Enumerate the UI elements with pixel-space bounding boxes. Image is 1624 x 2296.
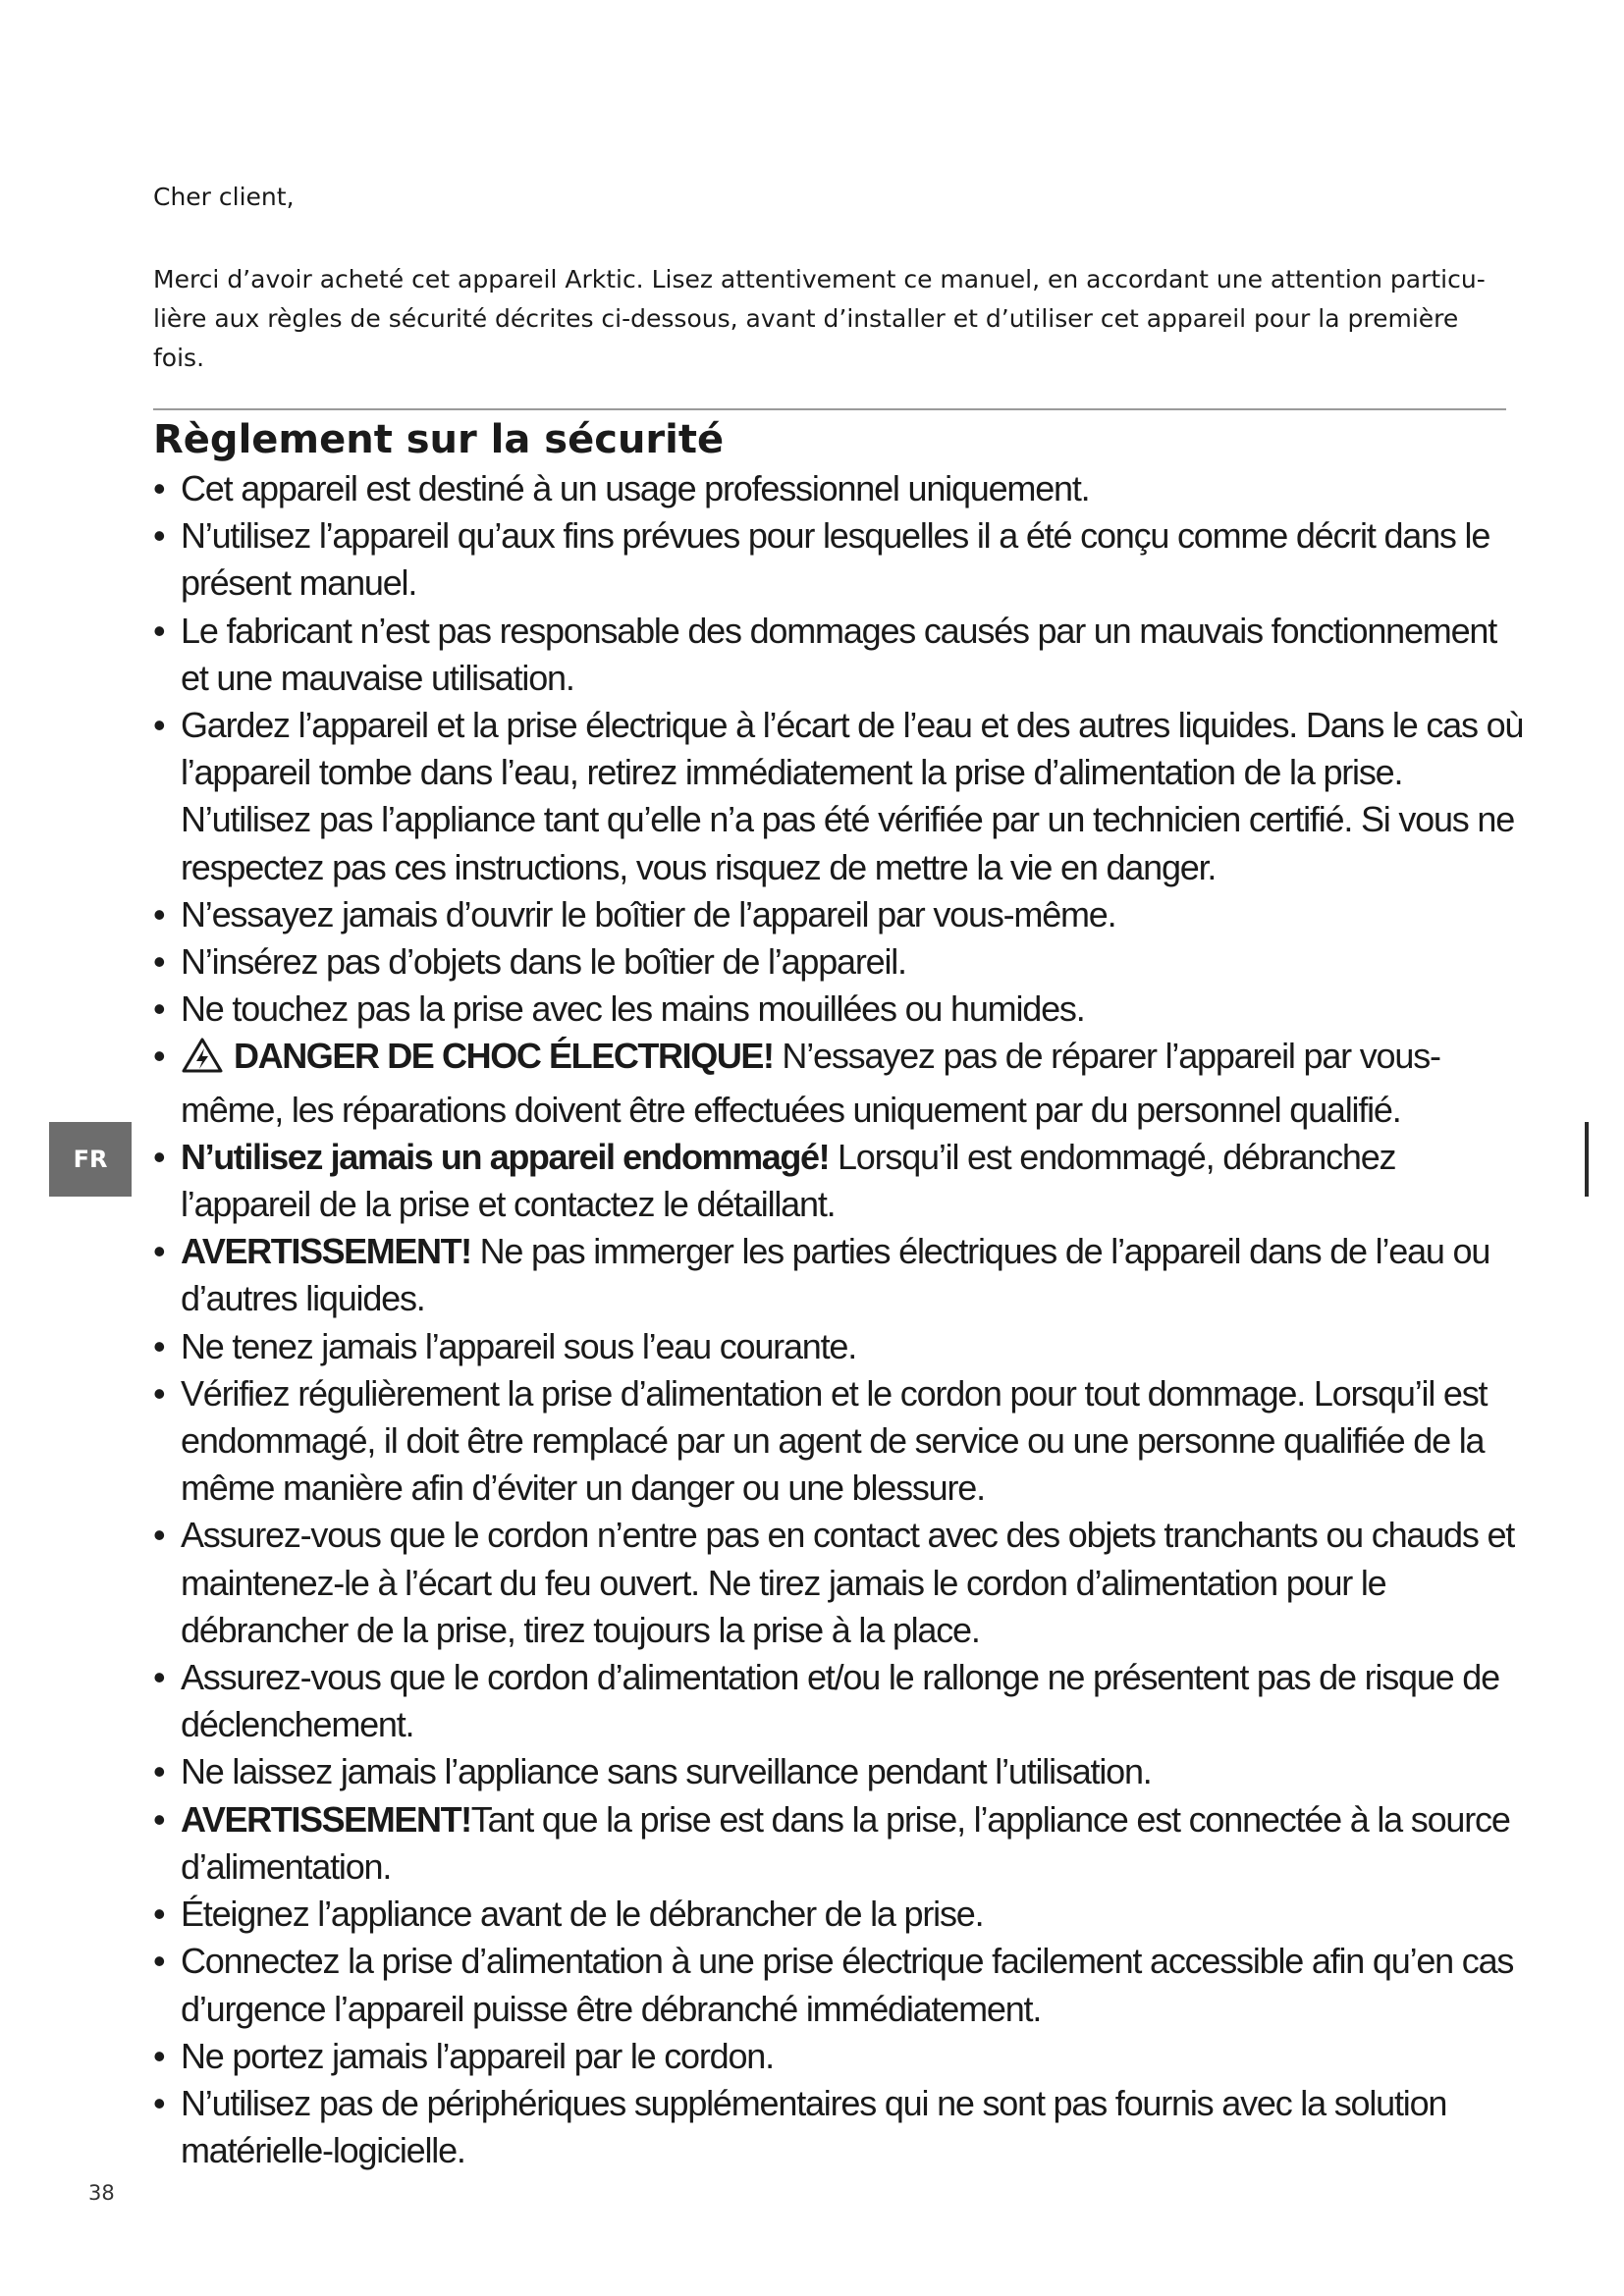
- list-item: [153, 465, 1528, 512]
- bullet: •: [153, 1941, 165, 1982]
- rule-text: N’essayez pas de réparer l’appareil par vous-même, les réparations doivent être effectuées uniquement par du personnel qualifié.: [181, 1036, 1440, 1130]
- rule-text: Connectez la prise d’alimentation à une prise électrique facilement accessible afin qu’en cas d’urgence l’appareil puisse être débranché immédiatement.: [181, 1941, 1514, 2029]
- list-item: [153, 1938, 1528, 2032]
- rule-text: Ne portez jamais l’appareil par le cordon.: [181, 2035, 774, 2076]
- rule-text: Gardez l’appareil et la prise électrique à l’écart de l’eau et des autres liquides. Dans le cas où l’appareil tombe dans l’eau, retirez immédiatement la prise d’alimentation de la prise. N’utilisez pas l’appliance tant qu’elle n’a pas été vérifiée par un technicien certifié. Si vous ne respectez pas ces instructions, vous risquez de mettre la vie en danger.: [181, 705, 1524, 887]
- rule-text: Ne pas immerger les parties électriques de l’appareil dans de l’eau ou d’autres liquides.: [181, 1231, 1490, 1319]
- list-item: [153, 1796, 1528, 1891]
- rule-text: Tant que la prise est dans la prise, l’appliance est connectée à la source d’alimentation.: [181, 1798, 1510, 1887]
- bullet: •: [153, 1372, 165, 1414]
- bullet: •: [153, 515, 165, 557]
- rule-text: Assurez-vous que le cordon n’entre pas en contact avec des objets tranchants ou chauds et maintenez-le à l’écart du feu ouvert. Ne tirez jamais le cordon d’alimentation pour le débrancher de la prise, tirez toujours la prise à la place.: [181, 1515, 1515, 1650]
- bullet: •: [153, 1798, 165, 1840]
- section-divider: [153, 408, 1506, 410]
- list-item: [153, 986, 1528, 1033]
- language-tab: FR: [49, 1122, 132, 1197]
- list-item: [153, 2080, 1528, 2174]
- bullet: •: [153, 893, 165, 934]
- list-item: [153, 1323, 1528, 1370]
- margin-marker: [1585, 1122, 1589, 1197]
- bullet: •: [153, 1751, 165, 1792]
- rule-text: Lorsqu’il est endommagé, débranchez l’appareil de la prise et contactez le détaillant.: [181, 1136, 1396, 1225]
- bullet: •: [153, 705, 165, 746]
- list-item: [153, 702, 1528, 891]
- rule-text: N’insérez pas d’objets dans le boîtier de l’appareil.: [181, 941, 906, 983]
- list-item: [153, 2033, 1528, 2080]
- rule-text: Ne laissez jamais l’appliance sans surveillance pendant l’utilisation.: [181, 1751, 1152, 1792]
- list-item: [153, 1033, 1528, 1133]
- rule-text: Assurez-vous que le cordon d’alimentation et/ou le rallonge ne présentent pas de risque de déclenchement.: [181, 1657, 1499, 1745]
- bullet: •: [153, 1894, 165, 1935]
- list-item: [153, 1134, 1528, 1228]
- bullet: •: [153, 1325, 165, 1366]
- intro-paragraph: Merci d’avoir acheté cet appareil Arktic. Lisez attentivement ce manuel, en accordant une attention particu-lière aux règles de sécurité décrites ci-dessous, avant d’installer et d’utiliser cet appareil pour la première fois.: [153, 265, 1486, 372]
- list-item: [153, 938, 1528, 986]
- rule-bold-text: DANGER DE CHOC ÉLECTRIQUE!: [234, 1036, 774, 1077]
- rule-bold-text: N’utilisez jamais un appareil endommagé!: [181, 1136, 830, 1177]
- rule-text: Ne touchez pas la prise avec les mains mouillées ou humides.: [181, 988, 1085, 1030]
- bullet: •: [153, 1515, 165, 1556]
- rule-text: Vérifiez régulièrement la prise d’alimentation et le cordon pour tout dommage. Lorsqu’il est endommagé, il doit être remplacé par un agent de service ou une personne qualifiée de la même manière afin d’éviter un danger ou une blessure.: [181, 1372, 1488, 1509]
- bullet: •: [153, 1231, 165, 1272]
- list-item: [153, 891, 1528, 938]
- bullet: •: [153, 1657, 165, 1698]
- rule-text: Ne tenez jamais l’appareil sous l’eau courante.: [181, 1325, 857, 1366]
- page-number: 38: [88, 2181, 115, 2205]
- bullet: •: [153, 941, 165, 983]
- list-item: [153, 1748, 1528, 1795]
- rule-bold-text: AVERTISSEMENT!: [181, 1231, 471, 1272]
- rule-text: Éteignez l’appliance avant de le débrancher de la prise.: [181, 1894, 984, 1935]
- bullet: •: [153, 1136, 165, 1177]
- bullet: •: [153, 2035, 165, 2076]
- list-item: [153, 1370, 1528, 1513]
- rule-text: N’essayez jamais d’ouvrir le boîtier de l’appareil par vous-même.: [181, 893, 1116, 934]
- bullet: •: [153, 2082, 165, 2123]
- bullet: •: [153, 1036, 165, 1077]
- rule-text: N’utilisez pas de périphériques supplémentaires qui ne sont pas fournis avec la solution matérielle-logicielle.: [181, 2082, 1447, 2171]
- rule-text: N’utilisez l’appareil qu’aux fins prévues pour lesquelles il a été conçu comme décrit dans le présent manuel.: [181, 515, 1490, 604]
- rule-bold-text: AVERTISSEMENT!: [181, 1798, 471, 1840]
- bullet: •: [153, 468, 165, 508]
- electric-warning-icon: [181, 1037, 224, 1086]
- section-title: Règlement sur la sécurité: [153, 417, 725, 462]
- rule-text: Cet appareil est destiné à un usage professionnel uniquement.: [181, 468, 1090, 508]
- greeting: Cher client,: [153, 183, 295, 211]
- rule-text: Le fabricant n’est pas responsable des dommages causés par un mauvais fonctionnement et une mauvaise utilisation.: [181, 610, 1497, 698]
- list-item: [153, 512, 1528, 607]
- list-item: [153, 1512, 1528, 1654]
- list-item: [153, 1654, 1528, 1748]
- list-item: [153, 1228, 1528, 1322]
- safety-rules-list: [153, 465, 1528, 2174]
- list-item: [153, 608, 1528, 702]
- bullet: •: [153, 610, 165, 651]
- list-item: [153, 1891, 1528, 1938]
- bullet: •: [153, 988, 165, 1030]
